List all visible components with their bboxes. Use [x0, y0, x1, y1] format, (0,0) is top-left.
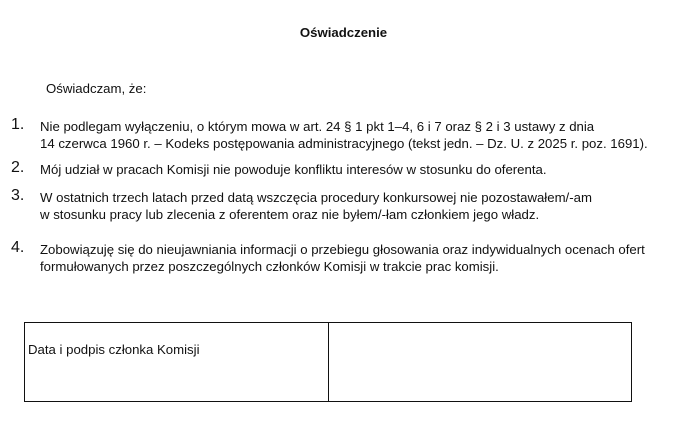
item-text [40, 241, 680, 275]
item-text-line: Mój udział w pracach Komisji nie powoduje konfliktu interesów w stosunku do oferenta. [40, 162, 547, 177]
item-text [40, 161, 680, 178]
signature-table [24, 322, 632, 402]
signature-label: Data i podpis członka Komisji [28, 342, 200, 357]
item-number: 4. [11, 239, 25, 256]
item-text-line: formułowanych przez poszczególnych członków Komisji w trakcie prac komisji. [40, 259, 499, 274]
item-text-line: Zobowiązuję się do nieujawniania informacji o przebiegu głosowania oraz indywidualnych ocenach ofert [40, 242, 645, 257]
item-text-line: W ostatnich trzech latach przed datą wszczęcia procedury konkursowej nie pozostawałem/-am [40, 190, 592, 205]
document-title: Oświadczenie [299, 25, 388, 40]
item-number: 3. [11, 187, 25, 204]
intro-text: Oświadczam, że: [46, 81, 147, 96]
signature-field[interactable] [329, 323, 631, 401]
item-number: 2. [11, 159, 25, 176]
item-text [40, 118, 680, 152]
item-text-line: Nie podlegam wyłączeniu, o którym mowa w art. 24 § 1 pkt 1–4, 6 i 7 oraz § 2 i 3 ustawy z dnia [40, 119, 595, 134]
item-text [40, 189, 680, 223]
signature-label-cell [25, 323, 329, 401]
item-number: 1. [11, 116, 25, 133]
item-text-line: w stosunku pracy lub zlecenia z oferentem oraz nie byłem/-łam członkiem jego władz. [40, 207, 540, 222]
item-text-line: 14 czerwca 1960 r. – Kodeks postępowania administracyjnego (tekst jedn. – Dz. U. z 2025 r. poz. 1691). [40, 136, 648, 151]
